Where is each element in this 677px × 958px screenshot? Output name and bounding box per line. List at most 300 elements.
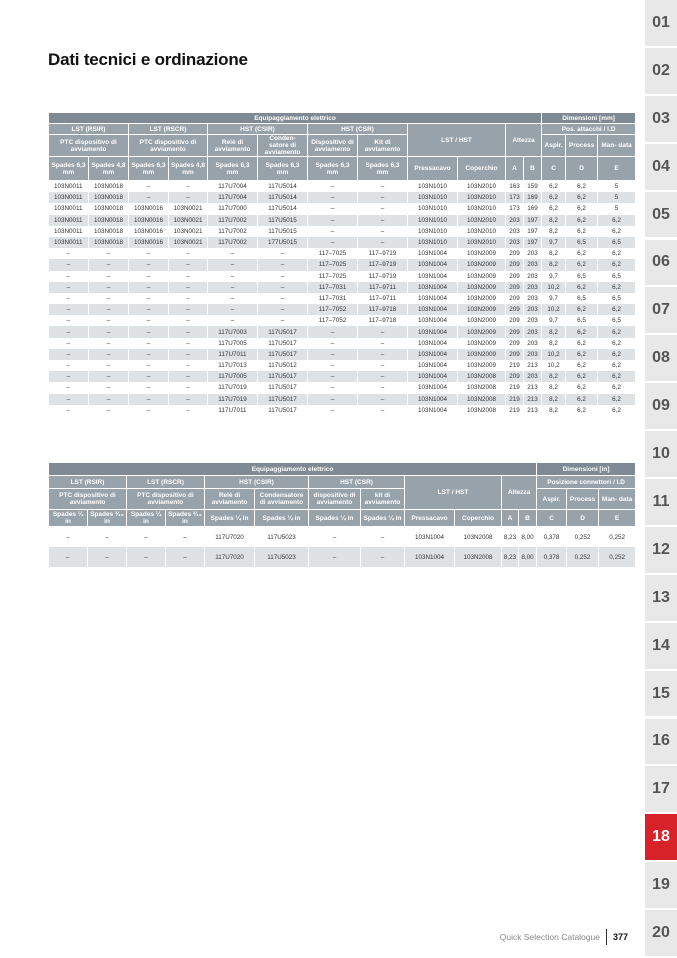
rele-header: Relè di avviamento [205,489,255,510]
table-cell: – [89,382,129,393]
table-cell: 103N2009 [458,338,506,349]
table-cell: 6,2 [542,192,566,203]
table-cell: – [129,293,169,304]
table-cell: 103N2010 [458,192,506,203]
unit-header: Spades 4,8 mm [169,157,208,181]
table-cell: 6,2 [598,304,636,315]
table-cell: 103N1004 [408,405,458,416]
table-cell: 8,2 [542,248,566,259]
unit-header: Pressacavo [405,510,455,527]
table-cell: – [49,547,88,567]
table-cell: 103N0021 [169,203,208,214]
chapter-tab-10[interactable]: 10 [645,431,677,479]
table-cell: 117–7052 [308,304,358,315]
hst-csr-header: HST (CSR) [309,476,405,489]
chapter-tab-15[interactable]: 15 [645,671,677,719]
table-cell: 103N1010 [408,215,458,226]
table-cell: – [49,349,89,360]
table-cell: – [358,382,408,393]
table-cell: 209 [506,338,524,349]
table-cell: – [49,338,89,349]
table-cell: 6,2 [598,282,636,293]
table-cell: – [129,181,169,193]
unit-header: C [542,157,566,181]
table-cell: 103N1010 [408,203,458,214]
table-cell: 203 [524,315,542,326]
table-cell: 103N2008 [455,527,502,548]
table-cell: 8,2 [542,226,566,237]
spec-table-in [48,462,636,567]
table-cell: 203 [524,326,542,337]
table-cell: 117U5017 [258,394,308,405]
table-cell: 8,23 [502,547,519,567]
pos-connettori-header: Posizione connettori / I.D [537,476,636,489]
table-cell: 117U5015 [258,226,308,237]
unit-header: Coperchio [458,157,506,181]
table-cell: 117–9711 [358,293,408,304]
table-cell: – [129,304,169,315]
condensatore-header: Conden- satore di avviamento [258,135,308,157]
table-cell: – [169,315,208,326]
ptc-header: PTC dispositivo di avviamento [49,489,127,510]
chapter-tab-19[interactable]: 19 [645,862,677,910]
table-row [49,360,636,371]
table-cell: 117–7025 [308,259,358,270]
table-cell: 6,2 [566,360,598,371]
table-cell: 169 [524,192,542,203]
table-cell: 117–7025 [308,271,358,282]
table-cell: 6,5 [566,315,598,326]
table-cell: – [208,282,258,293]
unit-header: D [567,510,599,527]
table-cell: – [49,315,89,326]
table-cell: – [89,304,129,315]
table-cell: 213 [524,382,542,393]
chapter-tab-13[interactable]: 13 [645,575,677,623]
table-cell: 103N1004 [408,349,458,360]
table-cell: 117U7020 [205,527,255,548]
table-cell: 6,5 [598,315,636,326]
table-cell: 8,2 [542,326,566,337]
altezza-header: Altezza [502,476,537,510]
chapter-tab-04[interactable]: 04 [645,144,677,192]
table-row [49,282,636,293]
unit-header: Spades 6,3 mm [129,157,169,181]
table-cell: 9,7 [542,315,566,326]
group-header: Equipaggiamento elettrico [49,463,537,476]
table-cell: 209 [506,326,524,337]
table-cell: – [258,248,308,259]
unit-header: Pressacavo [408,157,458,181]
unit-header: Spades ³⁄₁₆ in [166,510,205,527]
table-row [49,371,636,382]
table-cell: 117–9719 [358,259,408,270]
table-cell: – [129,315,169,326]
table-cell: 117U7000 [208,203,258,214]
table-cell: – [129,360,169,371]
table-cell: – [88,547,127,567]
table-cell: 103N2010 [458,237,506,248]
table-cell: – [358,394,408,405]
unit-header: Spades 6,3 mm [258,157,308,181]
table-cell: 103N0016 [129,237,169,248]
table-cell: 117U7002 [208,215,258,226]
table-cell: – [358,405,408,416]
chapter-tab-09[interactable]: 09 [645,383,677,431]
table-cell: 103N2009 [458,315,506,326]
table-cell: 117U5023 [255,547,309,567]
chapter-tab-08[interactable]: 08 [645,335,677,383]
table-cell: 0,252 [599,547,636,567]
process-header: Process [567,489,599,510]
chapter-tab-14[interactable]: 14 [645,623,677,671]
table-cell: 209 [506,349,524,360]
table-cell: – [358,226,408,237]
table-cell: 117–7031 [308,282,358,293]
table-cell: – [308,371,358,382]
table-cell: 103N1004 [408,282,458,293]
table-cell: – [358,215,408,226]
table-cell: 8,2 [542,338,566,349]
table-row [49,394,636,405]
table-cell: – [49,326,89,337]
table-cell: 103N1004 [408,371,458,382]
table-row [49,259,636,270]
table-cell: – [89,371,129,382]
table-cell: 203 [524,248,542,259]
table-cell: 103N1004 [405,547,455,567]
table-cell: – [358,181,408,193]
ptc-header: PTC dispositivo di avviamento [127,489,205,510]
table-cell: 6,2 [542,181,566,193]
table-cell: – [89,259,129,270]
table-cell: – [166,527,205,548]
table-cell: 6,2 [566,203,598,214]
unit-header: A [506,157,524,181]
table-cell: – [169,338,208,349]
table-cell: 103N1004 [408,259,458,270]
table-cell: 117–9711 [358,282,408,293]
table-cell: 103N2008 [458,394,506,405]
table-cell: 103N0011 [49,237,89,248]
table-cell: – [258,259,308,270]
table-cell: 209 [506,304,524,315]
table-cell: 103N0018 [89,237,129,248]
table-cell: 8,2 [542,371,566,382]
lst-rsir-header: LST (RSIR) [49,124,129,135]
table-cell: 117U7004 [208,181,258,193]
table-cell: – [169,259,208,270]
table-cell: 10,2 [542,360,566,371]
table-row [49,349,636,360]
table-cell: – [127,527,166,548]
table-cell: – [129,405,169,416]
table-cell: – [89,248,129,259]
table-cell: 103N1004 [408,293,458,304]
table-cell: 6,5 [566,293,598,304]
chapter-tab-18[interactable]: 18 [645,814,677,862]
spec-table-mm [48,112,636,416]
table-cell: – [169,371,208,382]
table-cell: – [89,394,129,405]
unit-header: A [502,510,519,527]
table-cell: 10,2 [542,304,566,315]
table-cell: 117U7019 [208,394,258,405]
table-cell: – [49,527,88,548]
table-cell: 203 [524,271,542,282]
table-body [49,181,636,416]
table-cell: 0,378 [537,547,567,567]
table-cell: 6,5 [598,271,636,282]
table-cell: 6,2 [566,215,598,226]
table-cell: 117U7019 [208,382,258,393]
table-cell: 6,2 [598,360,636,371]
table-cell: – [129,382,169,393]
table-cell: – [258,282,308,293]
table-cell: 163 [506,181,524,193]
table-cell: 219 [506,360,524,371]
table-cell: – [358,237,408,248]
dimensions-header: Dimensioni [mm] [542,113,636,124]
table-cell: 203 [506,226,524,237]
table-cell: 6,2 [542,203,566,214]
table-cell: 117U5017 [258,349,308,360]
unit-header: Spades 6,3 mm [208,157,258,181]
footer-divider [606,929,607,945]
table-cell: 117U7013 [208,360,258,371]
chapter-tab-07[interactable]: 07 [645,287,677,335]
table-cell: – [129,271,169,282]
table-cell: – [208,271,258,282]
table-row [49,226,636,237]
chapter-tab-11[interactable]: 11 [645,479,677,527]
table-cell: – [129,371,169,382]
table-cell: 103N2009 [458,271,506,282]
table-cell: 203 [506,237,524,248]
table-cell: – [358,192,408,203]
chapter-tab-17[interactable]: 17 [645,766,677,814]
table-cell: – [169,293,208,304]
table-cell: 103N0016 [129,226,169,237]
table-cell: – [309,527,361,548]
table-cell: 117U5015 [258,215,308,226]
chapter-tab-20[interactable]: 20 [645,910,677,958]
table-cell: – [129,192,169,203]
unit-header: E [598,157,636,181]
table-cell: 103N2010 [458,226,506,237]
table-cell: 197 [524,237,542,248]
table-row [49,527,636,548]
table-cell: 103N0021 [169,237,208,248]
table-cell: 117U7011 [208,405,258,416]
unit-header: Spades ¼ in [255,510,309,527]
table-cell: 203 [524,282,542,293]
table-cell: – [361,527,405,548]
table-cell: 117U5017 [258,371,308,382]
table-cell: 117–9719 [358,248,408,259]
table-cell: – [49,405,89,416]
table-cell: 103N0011 [49,226,89,237]
table-cell: 117U5012 [258,360,308,371]
table-cell: 103N0016 [129,203,169,214]
table-cell: 103N0011 [49,181,89,193]
unit-header: B [524,157,542,181]
table-cell: 0,252 [567,547,599,567]
table-cell: 0,252 [567,527,599,548]
aspir-header: Aspir. [537,489,567,510]
table-cell: 117U7005 [208,338,258,349]
table-cell: – [129,394,169,405]
unit-header: Spades 6,3 mm [308,157,358,181]
table-cell: 103N1004 [408,394,458,405]
unit-header: D [566,157,598,181]
table-cell: 6,2 [566,181,598,193]
mandata-header: Man- data [598,135,636,157]
table-cell: 5 [598,203,636,214]
rele-header: Relè di avviamento [208,135,258,157]
table-cell: 103N2009 [458,304,506,315]
table-cell: 6,2 [566,382,598,393]
page-title: Dati tecnici e ordinazione [48,50,248,69]
table-cell: 6,2 [566,349,598,360]
table-cell: 117U5017 [258,405,308,416]
table-cell: 197 [524,226,542,237]
table-cell: 103N1010 [408,192,458,203]
table-cell: 8,00 [519,527,537,548]
table-cell: – [129,326,169,337]
table-cell: 117U5017 [258,338,308,349]
table-cell: – [89,282,129,293]
table-row [49,304,636,315]
table-cell: – [308,394,358,405]
table-cell: – [169,360,208,371]
chapter-tab-12[interactable]: 12 [645,527,677,575]
table-cell: – [308,226,358,237]
table-cell: 103N1010 [408,237,458,248]
table-cell: 103N0021 [169,215,208,226]
table-cell: – [208,315,258,326]
table-cell: – [129,338,169,349]
hst-csir-header: HST (CSIR) [208,124,308,135]
table-row [49,547,636,567]
table-cell: – [169,349,208,360]
table-cell: 209 [506,315,524,326]
table-cell: – [49,304,89,315]
table-row [49,271,636,282]
table-cell: – [166,547,205,567]
table-cell: 103N2009 [458,326,506,337]
mandata-header: Man- data [599,489,636,510]
table-cell: 8,2 [542,394,566,405]
chapter-tab-02[interactable]: 02 [645,48,677,96]
table-cell: 117–7025 [308,248,358,259]
table-cell: 6,2 [598,215,636,226]
table-cell: 6,2 [598,248,636,259]
table-cell: 203 [524,371,542,382]
table-cell: 117–9719 [358,271,408,282]
table-cell: 103N0021 [169,226,208,237]
table-cell: – [208,304,258,315]
ptc-header: PTC dispositivo di avviamento [49,135,129,157]
table-cell: 8,2 [542,382,566,393]
table-cell: 169 [524,203,542,214]
chapter-tab-05[interactable]: 05 [645,192,677,240]
table-cell: 6,2 [598,382,636,393]
table-cell: 203 [506,215,524,226]
lst-hst-header: LST / HST [405,476,502,510]
table-cell: 103N2010 [458,181,506,193]
table-cell: 6,2 [566,326,598,337]
table-cell: 103N2009 [458,349,506,360]
lst-rscr-header: LST (RSCR) [127,476,205,489]
table-cell: 177U5015 [258,237,308,248]
table-cell: – [89,271,129,282]
table-row [49,405,636,416]
table-cell: – [169,382,208,393]
table-row [49,382,636,393]
table-cell: – [308,405,358,416]
table-cell: 6,2 [598,338,636,349]
table-cell: 6,2 [566,405,598,416]
chapter-tab-06[interactable]: 06 [645,240,677,288]
table-row [49,315,636,326]
table-cell: – [169,394,208,405]
table-cell: 103N1010 [408,226,458,237]
table-cell: – [258,304,308,315]
table-cell: – [169,405,208,416]
table-cell: 6,2 [598,226,636,237]
table-cell: 5 [598,181,636,193]
table-cell: 117–7031 [308,293,358,304]
table-cell: 6,2 [566,394,598,405]
table-cell: 6,2 [566,259,598,270]
table-cell: 103N0018 [89,226,129,237]
table-cell: 103N2009 [458,293,506,304]
table-cell: 103N2010 [458,203,506,214]
chapter-tab-03[interactable]: 03 [645,96,677,144]
table-cell: 103N1004 [408,360,458,371]
unit-header: Spades ³⁄₁₆ in [88,510,127,527]
table-cell: 213 [524,405,542,416]
unit-header: Spades ¼ in [361,510,405,527]
unit-header: Spades ¼ in [205,510,255,527]
table-cell: 219 [506,394,524,405]
table-cell: – [358,338,408,349]
table-cell: 103N1004 [408,304,458,315]
unit-header: Spades ¼ in [309,510,361,527]
dimensions-header: Dimensioni [in] [537,463,636,476]
table-cell: – [358,326,408,337]
table-cell: 103N1010 [408,181,458,193]
table-cell: 10,2 [542,349,566,360]
table-cell: 203 [524,349,542,360]
chapter-tab-16[interactable]: 16 [645,719,677,767]
table-cell: – [89,405,129,416]
table-cell: 197 [524,215,542,226]
table-cell: 6,2 [566,304,598,315]
table-cell: 6,2 [598,371,636,382]
table-cell: 9,7 [542,293,566,304]
table-cell: – [308,192,358,203]
table-cell: 117U7002 [208,226,258,237]
table-cell: 103N0018 [89,192,129,203]
table-cell: 117U5014 [258,203,308,214]
table-cell: – [169,192,208,203]
chapter-tab-01[interactable]: 01 [645,0,677,48]
table-cell: – [358,203,408,214]
table-cell: 103N0018 [89,215,129,226]
table-cell: 6,2 [566,282,598,293]
